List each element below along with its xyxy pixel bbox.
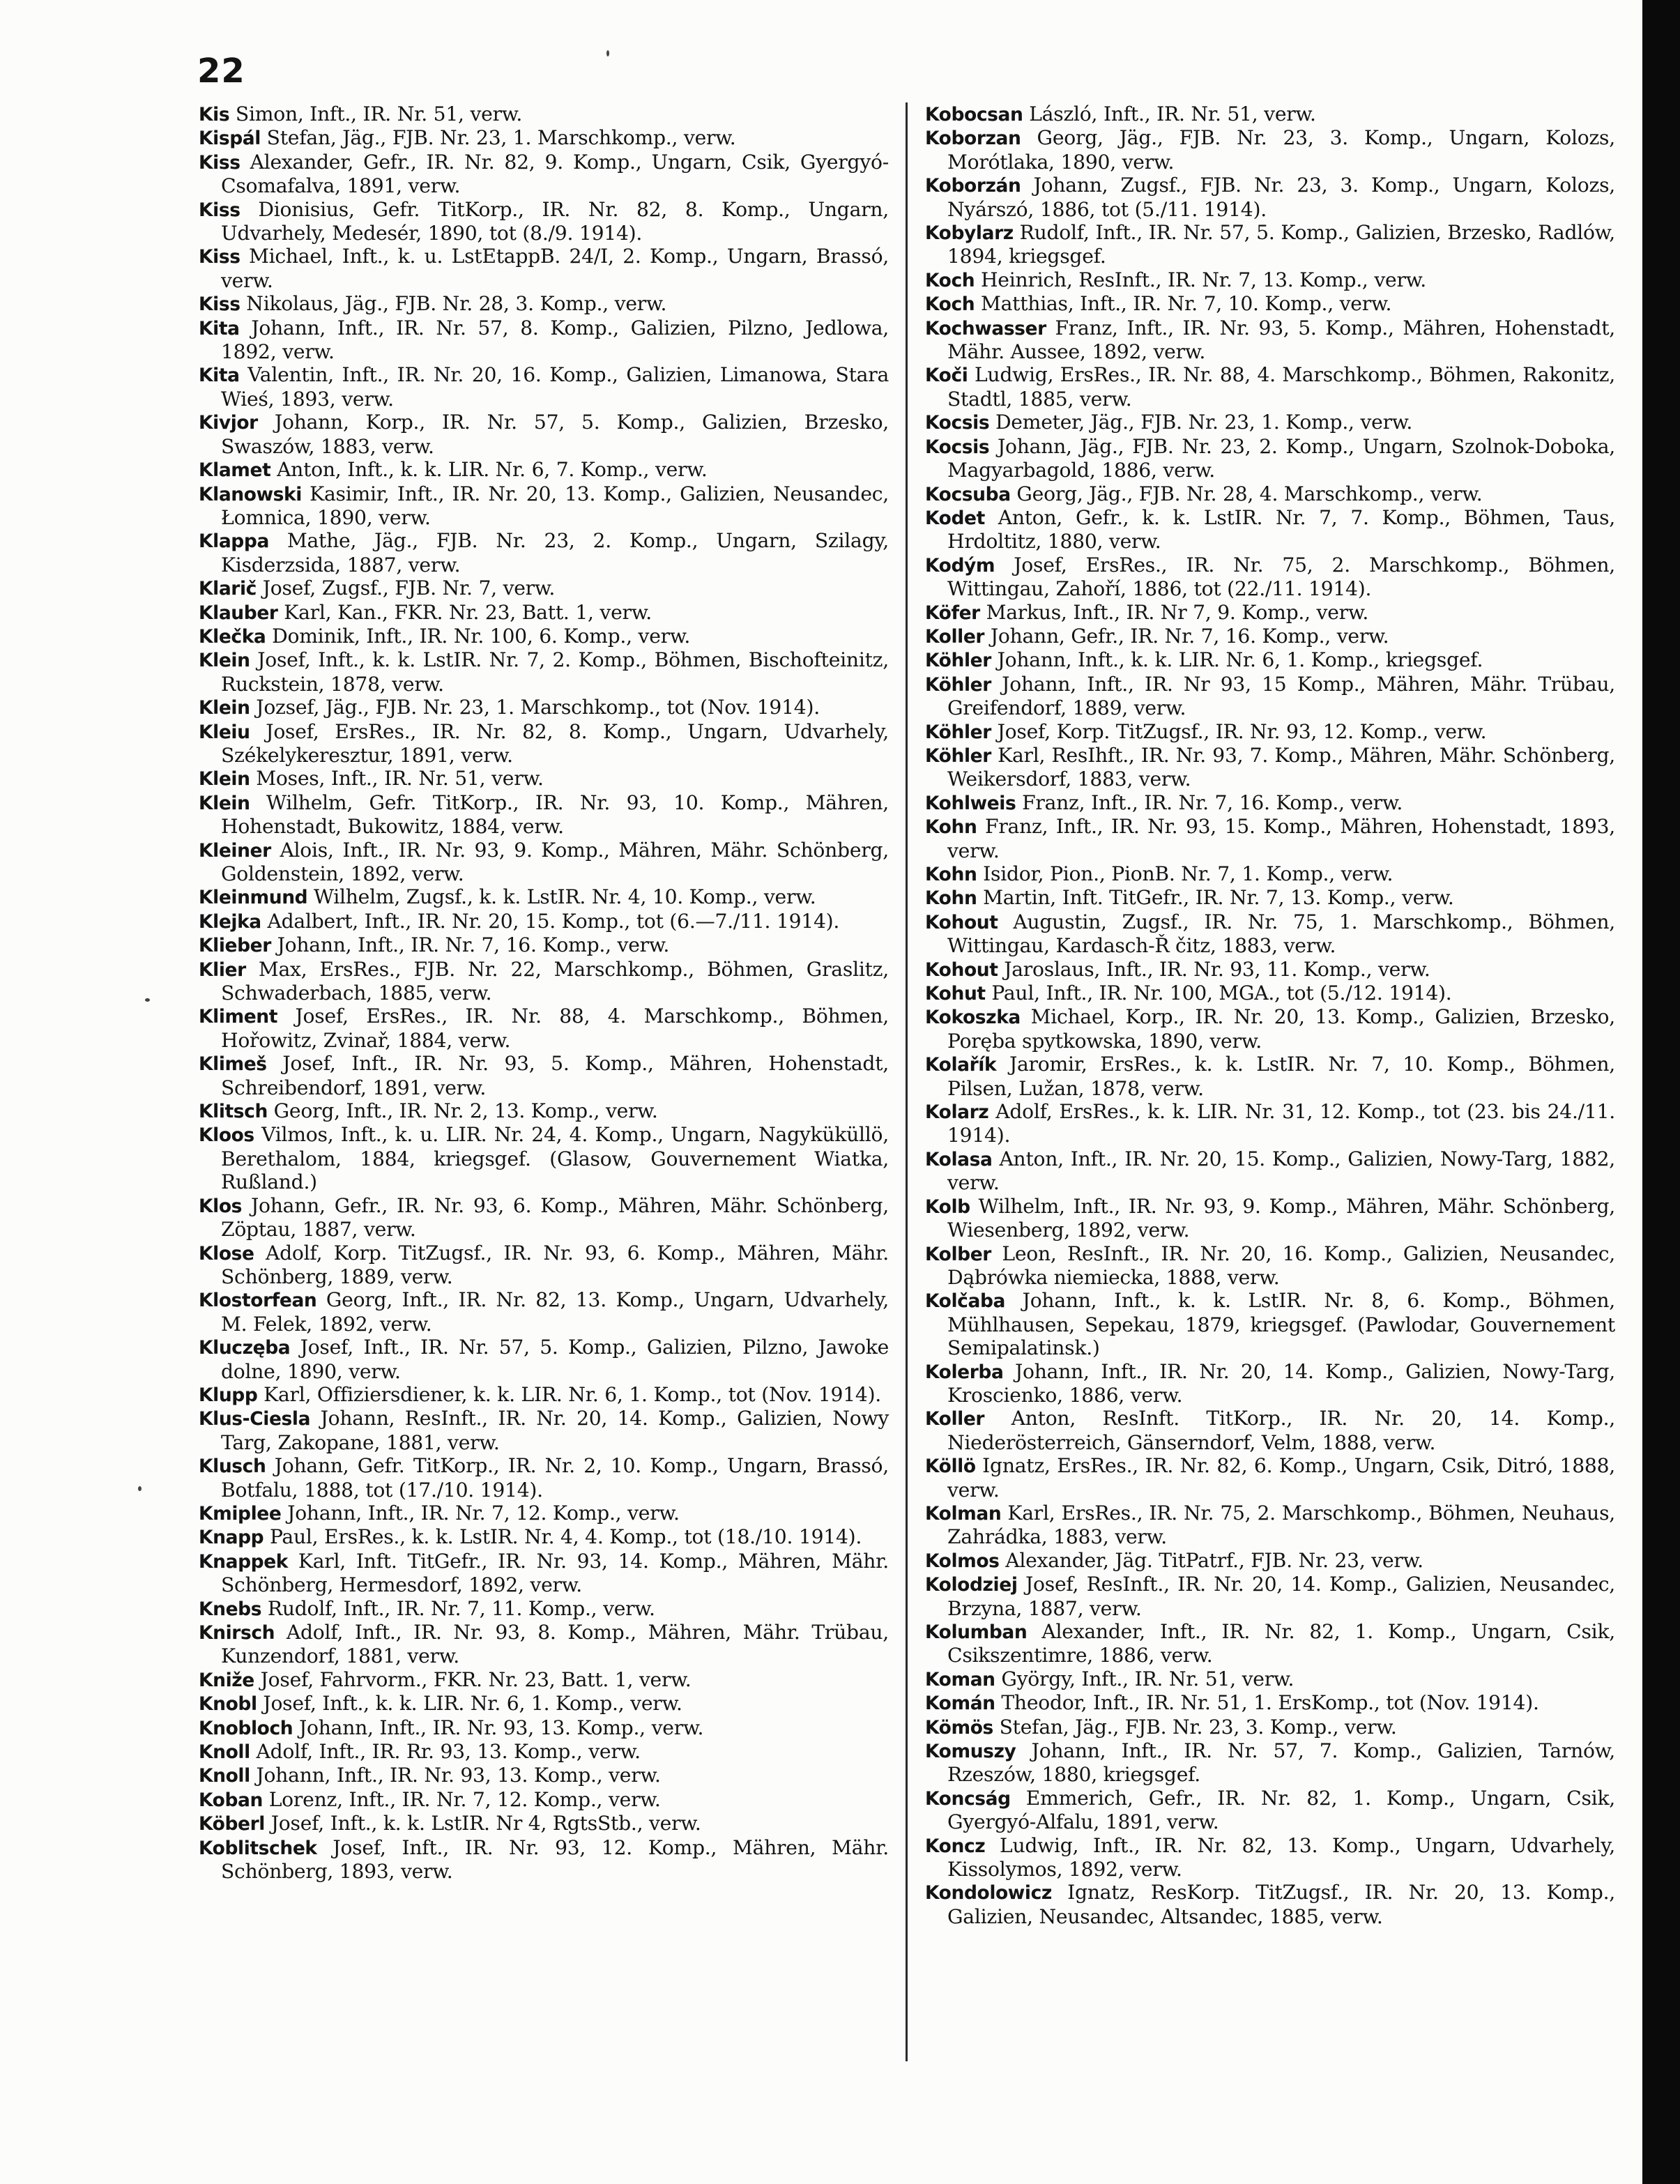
entry-surname: Knirsch (199, 1622, 275, 1644)
roster-entry (925, 1691, 1615, 1715)
entry-details: Georg, Inft., IR. Nr. 82, 13. Komp., Ungarn, Udvarhely, M. Felek, 1892, verw. (221, 1288, 889, 1336)
roster-entry (199, 1383, 889, 1407)
entry-surname: Köhler (925, 673, 991, 696)
entry-surname: Kohn (925, 887, 977, 910)
entry-surname: Koborzan (925, 128, 1021, 150)
entry-surname: Klose (199, 1242, 254, 1265)
entry-details: Adolf, Korp. TitZugsf., IR. Nr. 93, 6. Komp., Mähren, Mähr. Schönberg, 1889, verw. (221, 1241, 889, 1288)
entry-surname: Komán (925, 1693, 995, 1715)
entry-details: Wilhelm, Gefr. TitKorp., IR. Nr. 93, 10. Komp., Mähren, Hohenstadt, Bukowitz, 1884, verw. (221, 791, 889, 839)
entry-surname: Kobocsan (925, 104, 1023, 125)
entry-details: Georg, Jäg., FJB. Nr. 23, 3. Komp., Ungarn, Kolozs, Morótlaka, 1890, verw. (947, 126, 1615, 174)
entry-surname: Koller (925, 1408, 985, 1430)
roster-entry (925, 673, 1615, 720)
roster-entry (199, 933, 889, 957)
roster-entry (199, 1407, 889, 1454)
entry-surname: Kleiu (199, 721, 250, 743)
roster-entry (925, 862, 1615, 886)
entry-surname: Köhler (925, 650, 991, 672)
roster-entry (199, 102, 889, 126)
entry-details: Wilhelm, Zugsf., k. k. LstIR. Nr. 4, 10. Komp., verw. (313, 885, 816, 909)
entry-details: Johann, Inft., IR. Nr. 93, 13. Komp., verw. (256, 1764, 661, 1787)
roster-entry (925, 910, 1615, 958)
entry-surname: Kodým (925, 554, 995, 576)
entry-surname: Köllö (925, 1456, 976, 1478)
entry-details: György, Inft., IR. Nr. 51, verw. (1001, 1667, 1295, 1690)
entry-surname: Klanowski (199, 483, 302, 505)
entry-surname: Klupp (199, 1384, 258, 1406)
entry-details: Lorenz, Inft., IR. Nr. 7, 12. Komp., verw. (268, 1787, 661, 1811)
entry-details: Johann, Inft., IR. Nr 93, 15 Komp., Mähren, Mähr. Trübau, Greifendorf, 1889, verw. (947, 672, 1615, 720)
entry-surname: Klamet (199, 459, 271, 482)
entry-details: Dionisius, Gefr. TitKorp., IR. Nr. 82, 8. Komp., Ungarn, Udvarhely, Medesér, 1890, tot (8./9. 1914). (221, 197, 889, 245)
roster-entry (925, 886, 1615, 910)
entry-details: Mathe, Jäg., FJB. Nr. 23, 2. Komp., Ungarn, Szilagy, Kisderzsida, 1887, verw. (221, 529, 889, 576)
entry-surname: Kniže (199, 1669, 254, 1691)
entry-details: Heinrich, ResInft., IR. Nr. 7, 13. Komp., verw. (980, 268, 1426, 291)
entry-details: Isidor, Pion., PionB. Nr. 7, 1. Komp., verw. (983, 862, 1393, 885)
entry-details: Johann, Zugsf., FJB. Nr. 23, 3. Komp., Ungarn, Kolozs, Nyárszó, 1886, tot (5./11. 1914). (947, 174, 1615, 221)
roster-entry (199, 1052, 889, 1099)
page-number: 22 (197, 52, 245, 91)
roster-entry (199, 839, 889, 886)
entry-details: Michael, Korp., IR. Nr. 20, 13. Komp., Galizien, Brzesko, Poręba spytkowska, 1890, verw. (947, 1005, 1615, 1053)
roster-entry (925, 411, 1615, 434)
roster-entry (925, 1242, 1615, 1290)
entry-details: Leon, ResInft., IR. Nr. 20, 16. Komp., Galizien, Neusandec, Dąbrówka niemiecka, 1888, verw. (947, 1242, 1615, 1289)
entry-surname: Klarič (199, 578, 257, 600)
entry-surname: Köfer (925, 602, 980, 624)
entry-surname: Kolmos (925, 1550, 1000, 1572)
entry-surname: Kolman (925, 1502, 1002, 1525)
entry-surname: Klusch (199, 1456, 266, 1478)
entry-details: Jaroslaus, Inft., IR. Nr. 93, 11. Komp., verw. (1004, 957, 1430, 981)
entry-details: Karl, Kan., FKR. Nr. 23, Batt. 1, verw. (284, 600, 652, 624)
scan-edge (1642, 0, 1680, 2184)
entry-surname: Klauber (199, 602, 278, 624)
roster-entry (199, 1550, 889, 1597)
entry-surname: Kohn (925, 864, 977, 885)
entry-surname: Klein (199, 792, 250, 814)
entry-surname: Kolb (925, 1196, 970, 1218)
entry-surname: Klitsch (199, 1101, 268, 1123)
roster-entry (925, 363, 1615, 411)
entry-details: Johann, Gefr., IR. Nr. 93, 6. Komp., Mähren, Mähr. Schönberg, Zöptau, 1887, verw. (221, 1193, 889, 1242)
column-divider (906, 102, 908, 2061)
roster-entry (199, 1525, 889, 1549)
roster-entry (199, 198, 889, 245)
entry-surname: Koller (925, 625, 985, 648)
entry-surname: Kiss (199, 293, 240, 316)
entry-details: Karl, ErsRes., IR. Nr. 75, 2. Marschkomp., Böhmen, Neuhaus, Zahrádka, 1883, verw. (947, 1501, 1615, 1549)
roster-entry (199, 1716, 889, 1740)
entry-surname: Kispál (199, 128, 261, 150)
entry-details: Johann, Inft., IR. Nr. 57, 8. Komp., Galizien, Pilzno, Jedlowa, 1892, verw. (221, 316, 889, 364)
entry-details: Alexander, Gefr., IR. Nr. 82, 9. Komp., Ungarn, Csik, Gyergyó-Csomafalva, 1891, verw. (221, 150, 889, 198)
entry-details: Georg, Jäg., FJB. Nr. 28, 4. Marschkomp., verw. (1016, 482, 1483, 505)
roster-entry (199, 601, 889, 625)
roster-entry (199, 1099, 889, 1123)
entry-details: Josef, Fahrvorm., FKR. Nr. 23, Batt. 1, verw. (260, 1667, 692, 1691)
roster-entry (925, 720, 1615, 744)
roster-entry (925, 625, 1615, 648)
roster-entry (199, 1788, 889, 1812)
roster-entry (925, 1195, 1615, 1242)
entry-surname: Köhler (925, 744, 991, 767)
entry-surname: Köhler (925, 721, 991, 743)
entry-surname: Klos (199, 1195, 242, 1217)
entry-surname: Knebs (199, 1598, 262, 1620)
entry-details: Paul, ErsRes., k. k. LstIR. Nr. 4, 4. Komp., tot (18./10. 1914). (269, 1525, 862, 1549)
roster-entry (199, 1740, 889, 1764)
entry-details: Simon, Inft., IR. Nr. 51, verw. (235, 102, 523, 125)
roster-entry (925, 553, 1615, 601)
entry-details: Anton, Inft., k. k. LIR. Nr. 6, 7. Komp., verw. (277, 458, 708, 482)
entry-details: László, Inft., IR. Nr. 51, verw. (1029, 102, 1316, 125)
entry-details: Alexander, Jäg. TitPatrf., FJB. Nr. 23, verw. (1005, 1548, 1423, 1572)
entry-surname: Klimeš (199, 1053, 267, 1076)
entry-details: Wilhelm, Inft., IR. Nr. 93, 9. Komp., Mähren, Mähr. Schönberg, Wiesenberg, 1892, verw. (947, 1194, 1615, 1242)
roster-entry (925, 1100, 1615, 1147)
entry-surname: Koch (925, 293, 975, 316)
roster-entry (925, 1147, 1615, 1195)
entry-details: Demeter, Jäg., FJB. Nr. 23, 1. Komp., verw. (995, 411, 1413, 434)
entry-details: Vilmos, Inft., k. u. LIR. Nr. 24, 4. Komp., Ungarn, Nagyküküllö, Berethalom, 1884, kriegsgef. (Glasow, Gouvernement Wiatka, Rußland.) (221, 1123, 889, 1194)
entry-details: Franz, Inft., IR. Nr. 7, 16. Komp., verw. (1022, 791, 1403, 814)
roster-entry (199, 1836, 889, 1884)
entry-surname: Köberl (199, 1813, 265, 1835)
roster-entry (925, 268, 1615, 292)
entry-details: Jozsef, Jäg., FJB. Nr. 23, 1. Marschkomp., tot (Nov. 1914). (256, 696, 820, 719)
entry-surname: Kondolowicz (925, 1882, 1052, 1904)
roster-entry (925, 1502, 1615, 1549)
roster-entry (199, 292, 889, 316)
roster-entry (925, 1289, 1615, 1359)
roster-entry (199, 720, 889, 768)
entry-surname: Kis (199, 104, 230, 125)
roster-entry (199, 1123, 889, 1193)
entry-surname: Knobloch (199, 1717, 293, 1739)
entry-details: Rudolf, Inft., IR. Nr. 57, 5. Komp., Galizien, Brzesko, Radlów, 1894, kriegsgef. (947, 221, 1616, 268)
roster-entry (199, 1288, 889, 1336)
entry-details: Josef, Inft., k. k. LstIR. Nr 4, RgtsStb., verw. (270, 1812, 701, 1835)
entry-surname: Kolčaba (925, 1290, 1006, 1313)
entry-surname: Koncz (925, 1835, 986, 1857)
roster-entry (199, 1454, 889, 1502)
entry-surname: Kita (199, 365, 240, 387)
entry-details: Josef, Inft., IR. Nr. 93, 5. Komp., Mähren, Hohenstadt, Schreibendorf, 1891, verw. (221, 1052, 889, 1099)
entry-surname: Kolber (925, 1243, 991, 1265)
entry-details: Johann, Inft., IR. Nr. 7, 16. Komp., verw. (277, 933, 670, 957)
roster-entry (925, 221, 1615, 268)
entry-details: Johann, Gefr. TitKorp., IR. Nr. 2, 10. Komp., Ungarn, Brassó, Botfalu, 1888, tot (17./10. 1914). (221, 1454, 889, 1502)
entry-surname: Komuszy (925, 1741, 1016, 1763)
roster-entry (199, 1597, 889, 1621)
entry-surname: Kmiplee (199, 1502, 282, 1525)
entry-details: Emmerich, Gefr., IR. Nr. 82, 1. Komp., Ungarn, Csik, Gyergyó-Alfalu, 1891, verw. (947, 1786, 1615, 1834)
entry-details: Karl, ResIhft., IR. Nr. 93, 7. Komp., Mähren, Mähr. Schönberg, Weikersdorf, 1883, verw. (947, 743, 1615, 791)
entry-surname: Knoll (199, 1765, 250, 1787)
roster-entry (199, 767, 889, 791)
entry-details: Karl, Offiziersdiener, k. k. LIR. Nr. 6, 1. Komp., tot (Nov. 1914). (264, 1382, 882, 1406)
entry-surname: Kodet (925, 507, 985, 529)
entry-surname: Kohn (925, 816, 977, 839)
entry-details: Jaromir, ErsRes., k. k. LstIR. Nr. 7, 10. Komp., Böhmen, Pilsen, Lužan, 1878, verw. (947, 1053, 1615, 1100)
entry-surname: Klejka (199, 910, 261, 933)
entry-surname: Klier (199, 959, 246, 981)
entry-details: Josef, Inft., k. k. LIR. Nr. 6, 1. Komp., verw. (263, 1692, 682, 1716)
entry-surname: Kohout (925, 959, 998, 981)
roster-entry (199, 1621, 889, 1668)
roster-entry (925, 316, 1615, 364)
roster-entry (925, 982, 1615, 1005)
roster-entry (925, 1454, 1615, 1502)
entry-details: Josef, Inft., k. k. LstIR. Nr. 7, 2. Komp., Böhmen, Bischofteinitz, Ruckstein, 1878, verw. (221, 648, 889, 696)
entry-surname: Koborzán (925, 175, 1021, 197)
entry-surname: Klein (199, 650, 250, 672)
left-column (199, 102, 889, 1883)
entry-details: Ludwig, ErsRes., IR. Nr. 88, 4. Marschkomp., Böhmen, Rakonitz, Stadtl, 1885, verw. (947, 363, 1615, 411)
entry-surname: Kolarz (925, 1101, 989, 1124)
entry-details: Rudolf, Inft., IR. Nr. 7, 11. Komp., verw. (267, 1596, 655, 1620)
entry-details: Paul, Inft., IR. Nr. 100, MGA., tot (5./12. 1914). (991, 982, 1452, 1005)
roster-entry (199, 151, 889, 198)
entry-surname: Kolerba (925, 1361, 1004, 1383)
entry-surname: Kolařík (925, 1054, 997, 1076)
roster-entry (199, 910, 889, 933)
entry-details: Josef, Inft., IR. Nr. 57, 5. Komp., Galizien, Pilzno, Jawoke dolne, 1890, verw. (221, 1336, 889, 1383)
entry-surname: Knappek (199, 1550, 289, 1573)
entry-details: Adalbert, Inft., IR. Nr. 20, 15. Komp., tot (6.—7./11. 1914). (267, 909, 840, 933)
entry-surname: Koči (925, 365, 968, 387)
entry-details: Adolf, Inft., IR. Rr. 93, 13. Komp., verw. (256, 1740, 641, 1764)
entry-surname: Kohlweis (925, 792, 1016, 814)
entry-details: Theodor, Inft., IR. Nr. 51, 1. ErsKomp., tot (Nov. 1914). (1001, 1691, 1539, 1715)
roster-entry (199, 529, 889, 576)
entry-surname: Kliment (199, 1006, 278, 1028)
entry-details: Alexander, Inft., IR. Nr. 82, 1. Komp., Ungarn, Csik, Csikszentimre, 1886, verw. (947, 1620, 1615, 1667)
entry-details: Alois, Inft., IR. Nr. 93, 9. Komp., Mähren, Mähr. Schönberg, Goldenstein, 1892, verw. (221, 838, 889, 885)
roster-entry (199, 625, 889, 648)
entry-surname: Klečka (199, 625, 266, 648)
entry-details: Josef, ErsRes., IR. Nr. 75, 2. Marschkomp., Böhmen, Wittingau, Zahoří, 1886, tot (22./11. 1914). (947, 553, 1615, 601)
entry-surname: Kluczęba (199, 1337, 291, 1359)
entry-surname: Kiss (199, 199, 240, 221)
roster-entry (925, 126, 1615, 174)
entry-surname: Klus-Ciesla (199, 1408, 311, 1430)
roster-entry (925, 1005, 1615, 1053)
entry-details: Adolf, Inft., IR. Nr. 93, 8. Komp., Mähren, Mähr. Trübau, Kunzendorf, 1881, verw. (221, 1621, 889, 1668)
roster-entry (199, 1194, 889, 1242)
entry-details: Franz, Inft., IR. Nr. 93, 15. Komp., Mähren, Hohenstadt, 1893, verw. (947, 815, 1615, 862)
roster-entry (199, 316, 889, 364)
entry-surname: Kolumban (925, 1621, 1028, 1643)
entry-details: Anton, ResInft. TitKorp., IR. Nr. 20, 14. Komp., Niederösterreich, Gänserndorf, Velm, 1888, verw. (947, 1407, 1615, 1454)
right-column (925, 102, 1615, 1928)
entry-surname: Kochwasser (925, 317, 1046, 339)
roster-entry (925, 815, 1615, 862)
roster-entry (925, 102, 1615, 126)
entry-surname: Kobylarz (925, 222, 1014, 245)
entry-surname: Koncság (925, 1787, 1011, 1810)
entry-surname: Kolasa (925, 1148, 993, 1170)
entry-surname: Kokoszka (925, 1007, 1021, 1029)
entry-details: Josef, Korp. TitZugsf., IR. Nr. 93, 12. Komp., verw. (997, 719, 1487, 743)
roster-entry (925, 601, 1615, 625)
entry-details: Adolf, ErsRes., k. k. LIR. Nr. 31, 12. Komp., tot (23. bis 24./11. 1914). (947, 1100, 1615, 1147)
entry-surname: Kita (199, 317, 240, 339)
roster-entry (925, 506, 1615, 553)
entry-details: Johann, Inft., IR. Nr. 57, 7. Komp., Galizien, Tarnów, Rzeszów, 1880, kriegsgef. (947, 1739, 1615, 1787)
entry-surname: Koman (925, 1668, 995, 1690)
roster-entry (925, 1716, 1615, 1739)
entry-surname: Knapp (199, 1527, 264, 1549)
entry-details: Johann, Inft., IR. Nr. 20, 14. Komp., Galizien, Nowy-Targ, Kroscienko, 1886, verw. (947, 1359, 1615, 1407)
entry-surname: Kocsis (925, 436, 990, 458)
entry-surname: Knobl (199, 1693, 257, 1716)
roster-entry (925, 1549, 1615, 1573)
entry-details: Johann, Gefr., IR. Nr. 7, 16. Komp., verw. (990, 624, 1389, 648)
entry-details: Karl, Inft. TitGefr., IR. Nr. 93, 14. Komp., Mähren, Mähr. Schönberg, Hermesdorf, 1892, verw. (221, 1549, 889, 1597)
entry-details: Ignatz, ResKorp. TitZugsf., IR. Nr. 20, 13. Komp., Galizien, Neusandec, Altsandec, 1885, verw. (947, 1881, 1615, 1928)
roster-entry (925, 791, 1615, 815)
entry-details: Max, ErsRes., FJB. Nr. 22, Marschkomp., Böhmen, Graslitz, Schwaderbach, 1885, verw. (221, 957, 889, 1005)
roster-entry (199, 1764, 889, 1787)
roster-entry (925, 744, 1615, 791)
entry-details: Markus, Inft., IR. Nr 7, 9. Komp., verw. (986, 600, 1369, 624)
entry-surname: Knoll (199, 1741, 250, 1764)
entry-details: Ludwig, Inft., IR. Nr. 82, 13. Komp., Ungarn, Udvarhely, Kissolymos, 1892, verw. (947, 1833, 1615, 1881)
roster-entry (199, 1242, 889, 1289)
roster-entry (199, 411, 889, 458)
entry-details: Ignatz, ErsRes., IR. Nr. 82, 6. Komp., Ungarn, Csik, Ditró, 1888, verw. (947, 1454, 1615, 1502)
entry-details: Dominik, Inft., IR. Nr. 100, 6. Komp., verw. (272, 624, 691, 648)
entry-surname: Kloos (199, 1124, 254, 1147)
entry-details: Nikolaus, Jäg., FJB. Nr. 28, 3. Komp., verw. (246, 292, 667, 316)
entry-details: Georg, Inft., IR. Nr. 2, 13. Komp., verw. (273, 1099, 658, 1123)
entry-details: Johann, Inft., IR. Nr. 93, 13. Komp., verw. (298, 1716, 704, 1739)
roster-entry (925, 1573, 1615, 1620)
entry-surname: Kocsuba (925, 483, 1011, 505)
entry-surname: Klein (199, 768, 250, 791)
entry-details: Johann, Jäg., FJB. Nr. 23, 2. Komp., Ungarn, Szolnok-Doboka, Magyarbagold, 1886, verw. (947, 434, 1615, 482)
entry-details: Johann, Korp., IR. Nr. 57, 5. Komp., Galizien, Brzesko, Swaszów, 1883, verw. (221, 411, 889, 458)
entry-surname: Klein (199, 697, 250, 719)
entry-surname: Koban (199, 1789, 263, 1811)
entry-surname: Kömös (925, 1716, 993, 1739)
entry-surname: Kolodziej (925, 1574, 1018, 1596)
roster-entry (199, 482, 889, 530)
roster-entry (199, 458, 889, 482)
entry-details: Valentin, Inft., IR. Nr. 20, 16. Komp., Galizien, Limanowa, Stara Wieś, 1893, verw. (221, 363, 889, 411)
roster-entry (199, 576, 889, 600)
entry-details: Josef, Zugsf., FJB. Nr. 7, verw. (262, 576, 556, 600)
entry-details: Josef, ErsRes., IR. Nr. 88, 4. Marschkomp., Böhmen, Hořowitz, Zvinař, 1884, verw. (221, 1005, 889, 1052)
entry-surname: Klostorfean (199, 1290, 317, 1312)
entry-details: Johann, Inft., k. k. LstIR. Nr. 8, 6. Komp., Böhmen, Mühlhausen, Sepekau, 1879, kriegsgef. (Pawlodar, Gouvernement Semipalatinsk.) (947, 1289, 1615, 1360)
roster-entry (199, 1502, 889, 1525)
roster-entry (925, 292, 1615, 316)
roster-entry (199, 791, 889, 839)
entry-details: Anton, Gefr., k. k. LstIR. Nr. 7, 7. Komp., Böhmen, Taus, Hrdoltitz, 1880, verw. (947, 505, 1616, 553)
roster-entry (925, 482, 1615, 506)
entry-surname: Kleinmund (199, 887, 308, 909)
entry-surname: Kocsis (925, 412, 990, 434)
scan-speck (606, 50, 609, 56)
roster-entry (925, 174, 1615, 221)
entry-surname: Kohout (925, 911, 998, 933)
entry-details: Moses, Inft., IR. Nr. 51, verw. (256, 767, 544, 791)
roster-entry (199, 126, 889, 150)
roster-entry (199, 696, 889, 719)
scan-speck (138, 1486, 142, 1491)
roster-entry (925, 648, 1615, 672)
roster-entry (925, 1407, 1615, 1454)
roster-entry (199, 1668, 889, 1692)
roster-entry (925, 1881, 1615, 1928)
scan-speck (145, 998, 150, 1002)
entry-details: Franz, Inft., IR. Nr. 93, 5. Komp., Mähren, Hohenstadt, Mähr. Aussee, 1892, verw. (947, 316, 1615, 364)
roster-entry (925, 435, 1615, 482)
roster-entry (925, 1360, 1615, 1407)
entry-details: Augustin, Zugsf., IR. Nr. 75, 1. Marschkomp., Böhmen, Wittingau, Kardasch-Ř čitz, 1883, verw. (947, 910, 1615, 958)
entry-details: Josef, ResInft., IR. Nr. 20, 14. Komp., Galizien, Neusandec, Brzyna, 1887, verw. (947, 1573, 1615, 1620)
entry-details: Michael, Inft., k. u. LstEtappB. 24/I, 2. Komp., Ungarn, Brassó, verw. (221, 245, 889, 292)
roster-entry (199, 648, 889, 696)
entry-surname: Kiss (199, 151, 240, 174)
roster-entry (925, 1834, 1615, 1881)
entry-surname: Koch (925, 269, 975, 291)
roster-entry (199, 1812, 889, 1835)
roster-entry (925, 1620, 1615, 1667)
entry-details: Matthias, Inft., IR. Nr. 7, 10. Komp., verw. (980, 292, 1392, 316)
roster-entry (925, 1739, 1615, 1787)
roster-entry (925, 958, 1615, 982)
roster-entry (199, 958, 889, 1005)
roster-entry (925, 1053, 1615, 1100)
entry-surname: Kohut (925, 983, 986, 1005)
entry-details: Martin, Inft. TitGefr., IR. Nr. 7, 13. Komp., verw. (983, 886, 1454, 910)
entry-details: Josef, ErsRes., IR. Nr. 82, 8. Komp., Ungarn, Udvarhely, Székelykeresztur, 1891, verw. (221, 719, 889, 767)
roster-entry (199, 245, 889, 292)
entry-surname: Kiss (199, 246, 240, 268)
entry-surname: Koblitschek (199, 1837, 317, 1859)
entry-details: Stefan, Jäg., FJB. Nr. 23, 1. Marschkomp., verw. (266, 126, 736, 150)
entry-details: Johann, Inft., IR. Nr. 7, 12. Komp., verw. (287, 1501, 680, 1525)
roster-entry (925, 1667, 1615, 1691)
entry-details: Anton, Inft., IR. Nr. 20, 15. Komp., Galizien, Nowy-Targ, 1882, verw. (947, 1147, 1615, 1195)
roster-entry (199, 1005, 889, 1052)
entry-surname: Kleiner (199, 839, 271, 862)
entry-details: Josef, Inft., IR. Nr. 93, 12. Komp., Mähren, Mähr. Schönberg, 1893, verw. (221, 1835, 889, 1884)
roster-entry (199, 363, 889, 411)
entry-details: Kasimir, Inft., IR. Nr. 20, 13. Komp., Galizien, Neusandec, Łomnica, 1890, verw. (221, 482, 889, 529)
entry-surname: Klieber (199, 935, 271, 957)
entry-surname: Kivjor (199, 412, 258, 434)
entry-details: Johann, Inft., k. k. LIR. Nr. 6, 1. Komp., kriegsgef. (997, 648, 1483, 672)
roster-entry (199, 1692, 889, 1716)
roster-entry (925, 1787, 1615, 1834)
roster-entry (199, 1336, 889, 1383)
roster-entry (199, 885, 889, 909)
entry-details: Stefan, Jäg., FJB. Nr. 23, 3. Komp., verw. (999, 1715, 1397, 1739)
entry-surname: Klappa (199, 530, 269, 553)
entry-details: Johann, ResInft., IR. Nr. 20, 14. Komp., Galizien, Nowy Targ, Zakopane, 1881, verw. (221, 1407, 889, 1454)
